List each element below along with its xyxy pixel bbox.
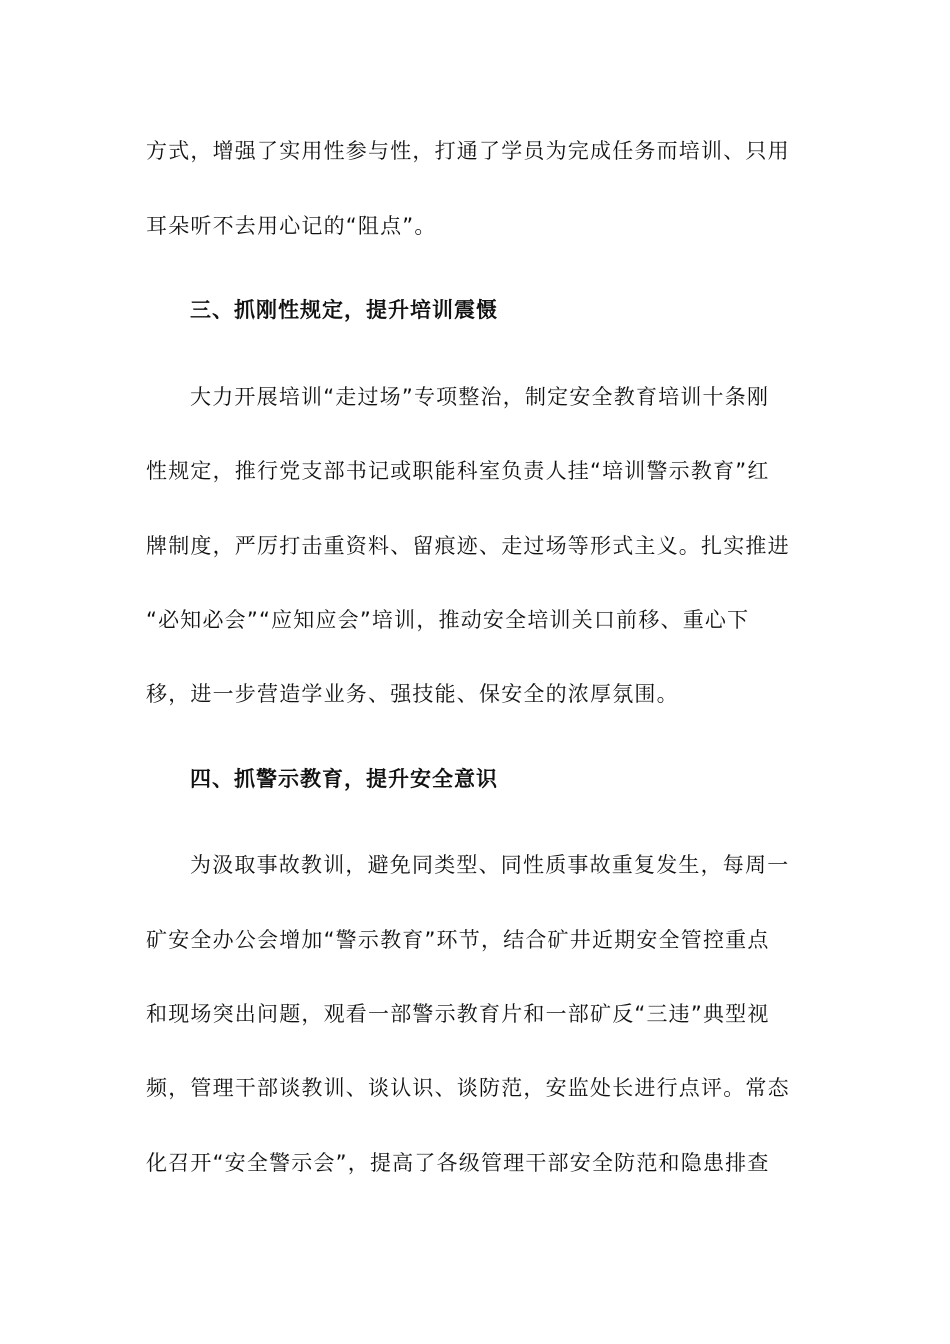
section-heading-4: 四、抓警示教育，提升安全意识: [190, 767, 498, 791]
paragraph-line: 耳朵听不去用心记的“阻点”。: [146, 214, 437, 238]
section-heading-3: 三、抓刚性规定，提升培训震慑: [190, 298, 498, 322]
paragraph-line: 和现场突出问题，观看一部警示教育片和一部矿反“三违”典型视: [146, 1002, 770, 1026]
paragraph-line: 性规定，推行党支部书记或职能科室负责人挂“培训警示教育”红: [146, 459, 770, 483]
paragraph-line: “必知必会”“应知应会”培训，推动安全培训关口前移、重心下: [146, 608, 750, 632]
paragraph-line: 大力开展培训“走过场”专项整治，制定安全教育培训十条刚: [190, 385, 770, 409]
paragraph-line: 频，管理干部谈教训、谈认识、谈防范，安监处长进行点评。常态: [146, 1076, 790, 1100]
paragraph-line: 移，进一步营造学业务、强技能、保安全的浓厚氛围。: [146, 682, 679, 706]
paragraph-line: 方式，增强了实用性参与性，打通了学员为完成任务而培训、只用: [146, 139, 790, 163]
paragraph-line: 化召开“安全警示会”，提高了各级管理干部安全防范和隐患排查: [146, 1151, 770, 1175]
paragraph-line: 牌制度，严厉打击重资料、留痕迹、走过场等形式主义。扎实推进: [146, 534, 790, 558]
paragraph-line: 矿安全办公会增加“警示教育”环节，结合矿井近期安全管控重点: [146, 928, 770, 952]
paragraph-line: 为汲取事故教训，避免同类型、同性质事故重复发生，每周一: [190, 853, 790, 877]
